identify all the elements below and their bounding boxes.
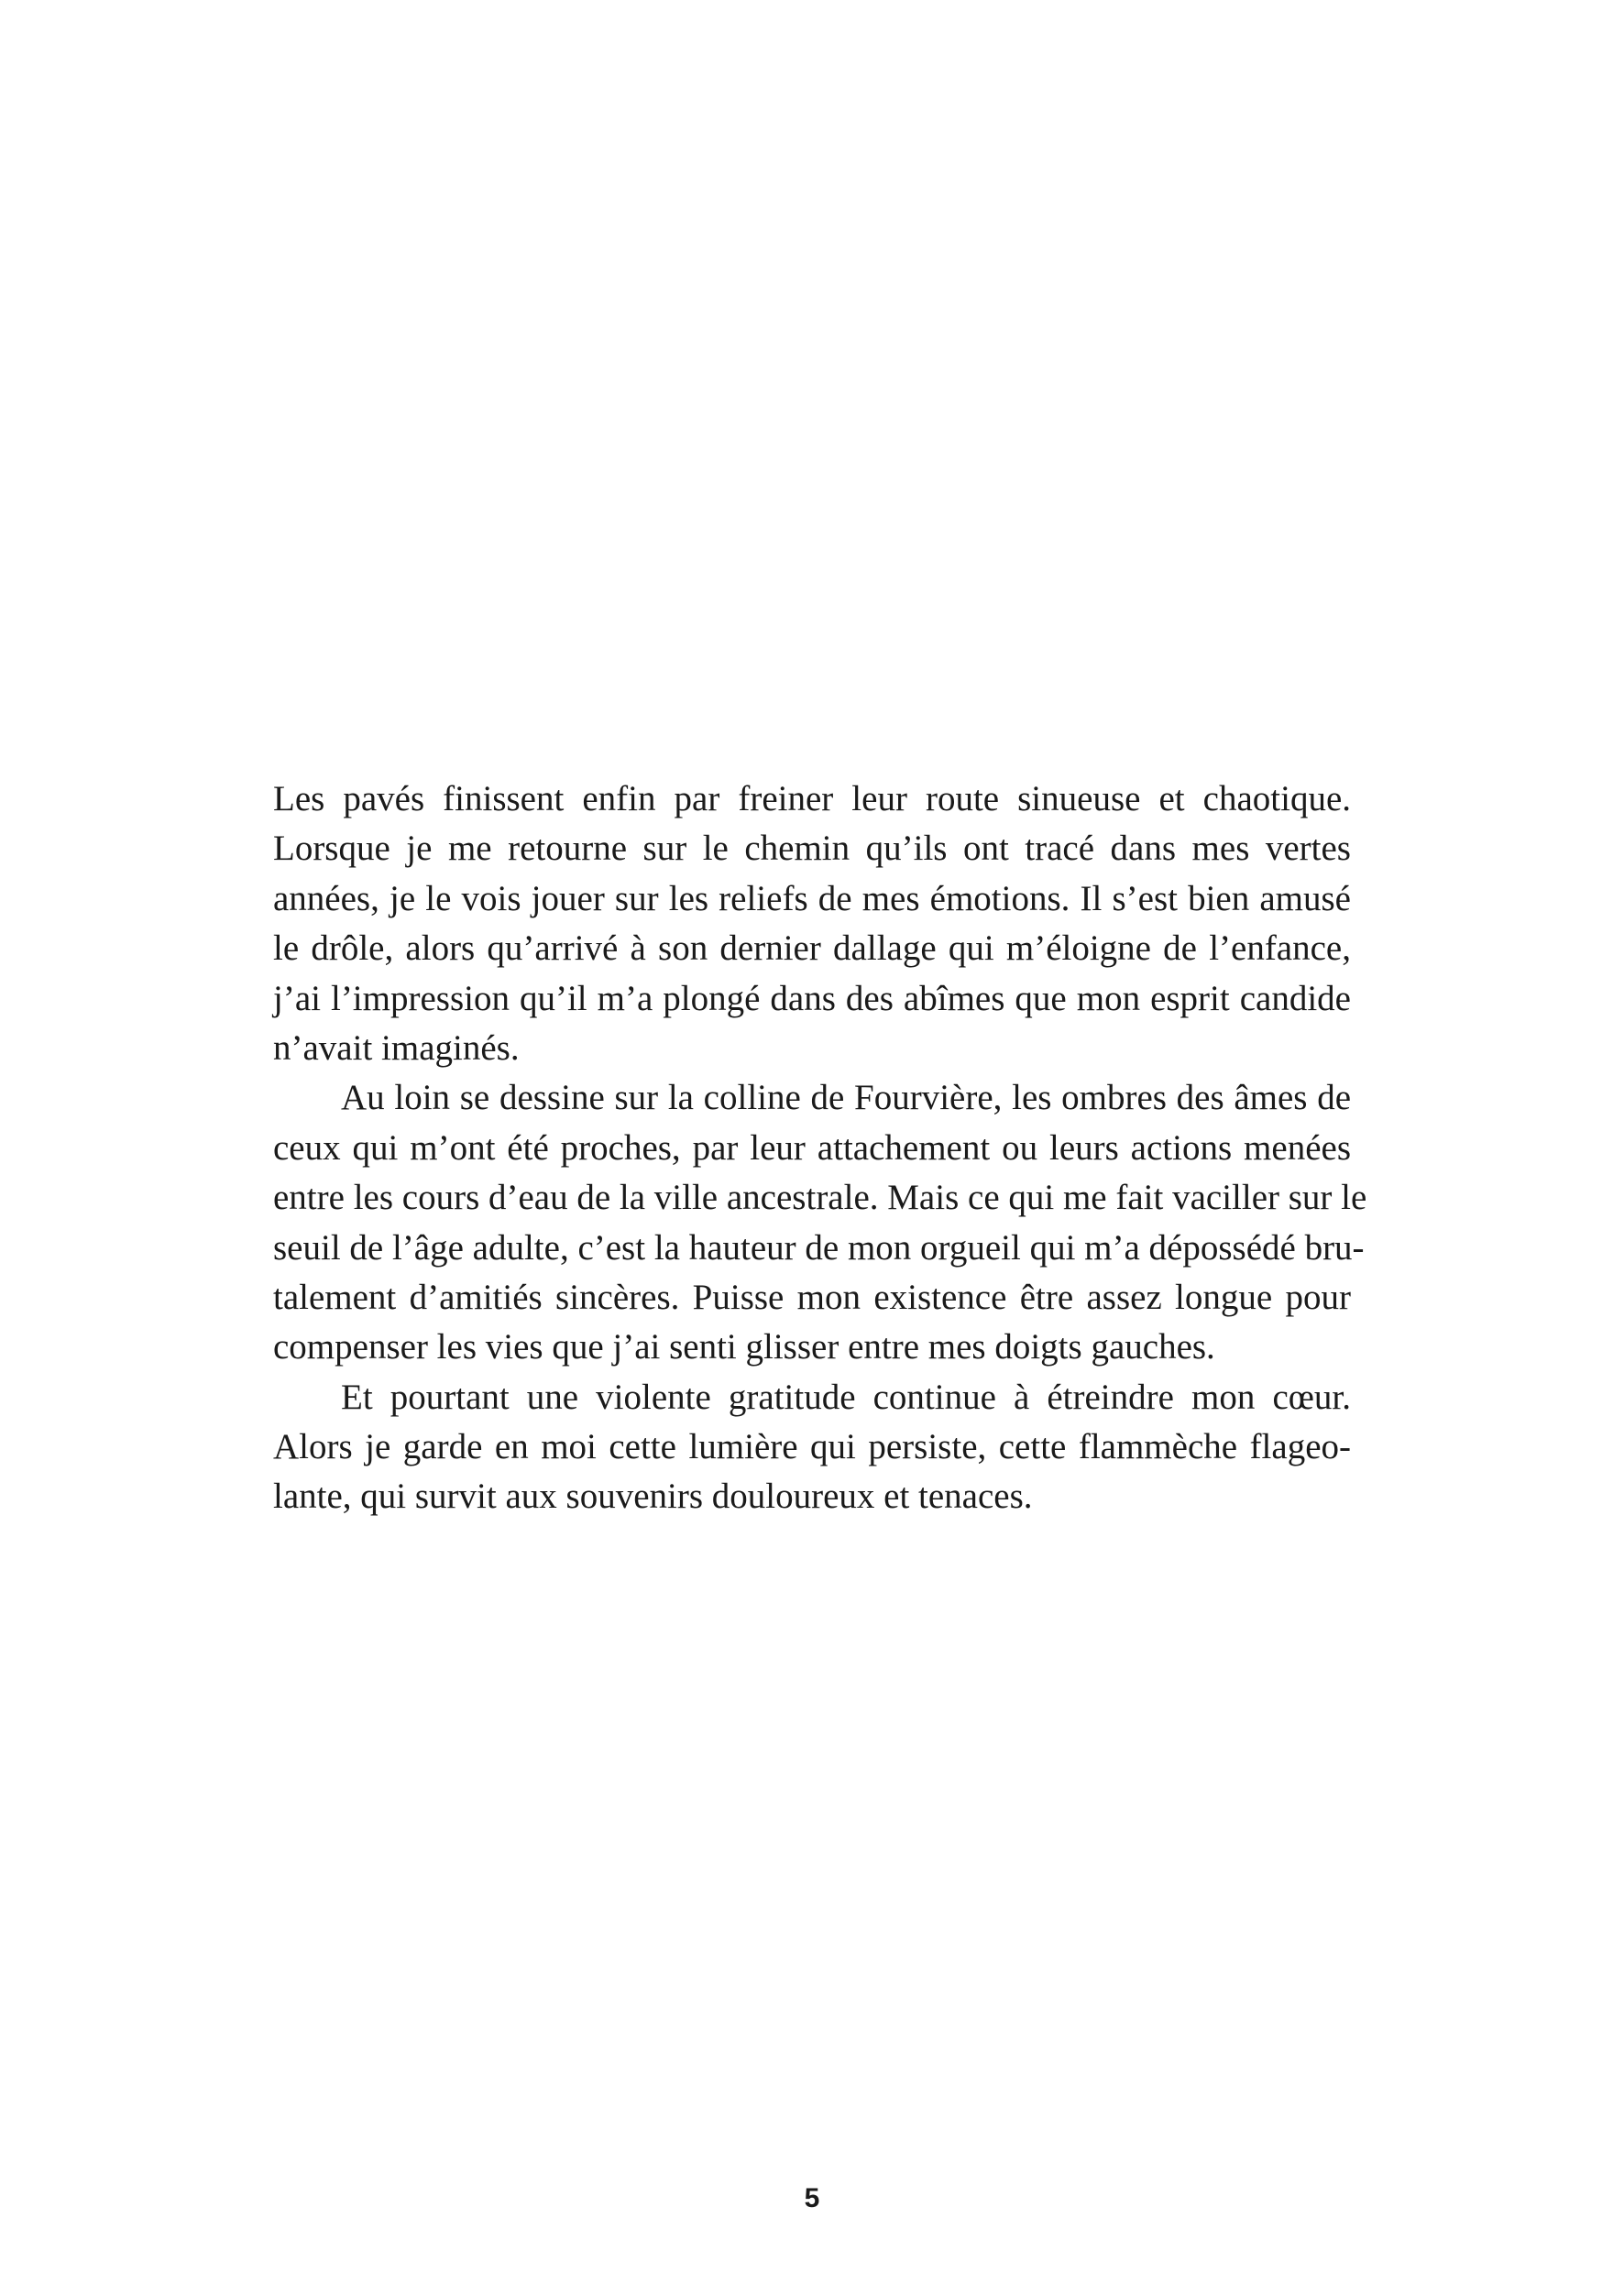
text-line: Les pavés finissent enfin par freiner leur route sinueuse et chaotique. xyxy=(273,779,1351,818)
text-line: lante, qui survit aux souvenirs douloureux et tenaces. xyxy=(273,1477,1033,1517)
text-line: seuil de l’âge adulte, c’est la hauteur de mon orgueil qui m’a dépossédé bru- xyxy=(273,1227,1365,1268)
text-line: ceux qui m’ont été proches, par leur attachement ou leurs actions menées xyxy=(273,1127,1351,1168)
text-line: Lorsque je me retourne sur le chemin qu’ils ont tracé dans mes vertes xyxy=(273,829,1351,869)
text-line: n’avait imaginés. xyxy=(273,1027,520,1068)
text-line: Au loin se dessine sur la colline de Fourvière, les ombres des âmes de xyxy=(341,1078,1351,1118)
text-line: Et pourtant une violente gratitude continue à étreindre mon cœur. xyxy=(341,1377,1351,1417)
text-line: talement d’amitiés sincères. Puisse mon existence être assez longue pour xyxy=(273,1277,1351,1317)
text-line: j’ai l’impression qu’il m’a plongé dans des abîmes que mon esprit candide xyxy=(273,978,1351,1018)
body-text xyxy=(273,774,1367,1522)
text-line: entre les cours d’eau de la ville ancestrale. Mais ce qui me fait vaciller sur le xyxy=(273,1178,1367,1218)
text-line: le drôle, alors qu’arrivé à son dernier dallage qui m’éloigne de l’enfance, xyxy=(273,928,1351,969)
text-line: années, je le vois jouer sur les reliefs de mes émotions. Il s’est bien amusé xyxy=(273,878,1351,918)
text-line: Alors je garde en moi cette lumière qui persiste, cette flammèche flageo- xyxy=(273,1427,1351,1467)
page-number: 5 xyxy=(804,2183,820,2213)
text-line: compenser les vies que j’ai senti glisser entre mes doigts gauches. xyxy=(273,1327,1215,1367)
